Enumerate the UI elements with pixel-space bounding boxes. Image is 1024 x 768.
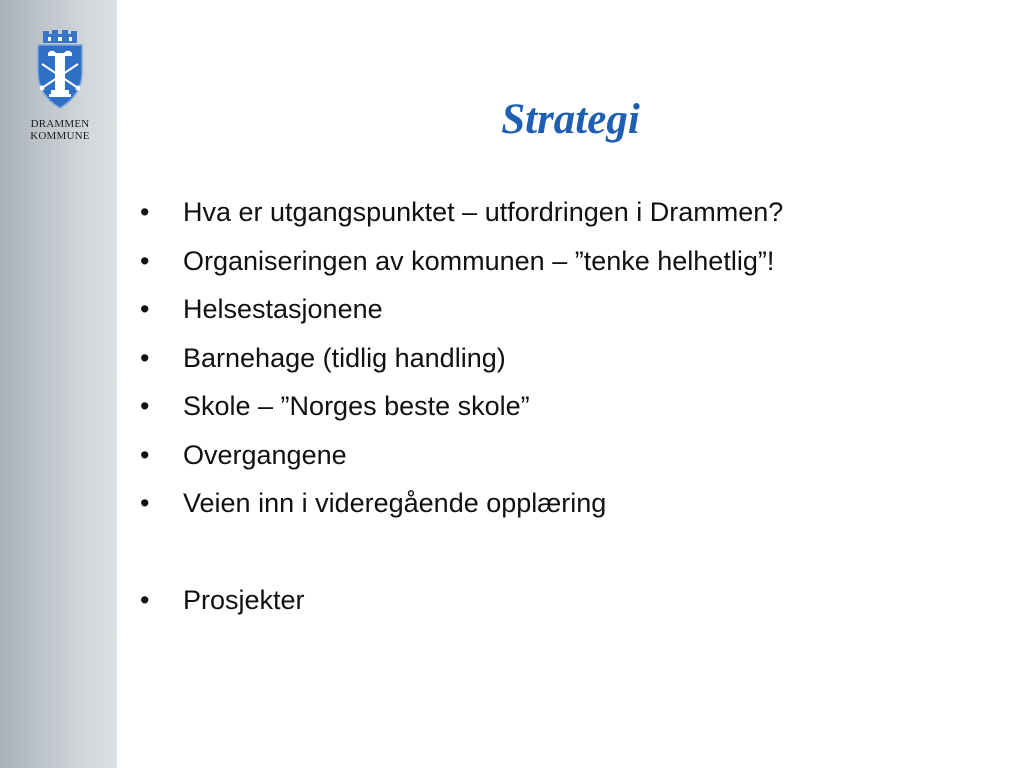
- bullet-point-icon: •: [140, 342, 150, 373]
- slide-title: Strategi: [501, 96, 640, 143]
- bullet-text: Veien inn i videregående opplæring: [183, 488, 607, 518]
- bullet-item: [140, 188, 1000, 237]
- bullet-text: Skole – ”Norges beste skole”: [183, 391, 530, 421]
- drammen-coat-of-arms-icon: [29, 30, 91, 114]
- bullet-text: Barnehage (tidlig handling): [183, 342, 506, 373]
- bullet-point-icon: •: [140, 439, 150, 470]
- bullet-point-icon: •: [140, 197, 150, 227]
- bullet-item: [140, 431, 1000, 480]
- bullet-item: [140, 382, 1000, 431]
- bullet-item: [140, 285, 1000, 334]
- bullet-item: [140, 576, 1000, 625]
- logo-line-1: DRAMMEN: [30, 118, 90, 130]
- bullet-text: Overgangene: [183, 439, 347, 470]
- bullet-text: Organiseringen av kommunen – ”tenke helhetlig”!: [183, 245, 775, 276]
- bullet-point-icon: •: [140, 294, 150, 324]
- bullet-text: Helsestasjonene: [183, 294, 383, 324]
- bullet-text: Prosjekter: [183, 584, 305, 615]
- bullet-point-icon: •: [140, 488, 150, 518]
- bullet-item: [140, 479, 1000, 528]
- bullet-item: [140, 334, 1000, 383]
- bullet-point-icon: •: [140, 245, 150, 276]
- bullet-point-icon: •: [140, 391, 150, 421]
- municipality-logo: [18, 30, 102, 142]
- bullet-item: [140, 237, 1000, 286]
- bullet-point-icon: •: [140, 584, 150, 615]
- bullet-list: [140, 188, 1000, 624]
- bullet-text: Hva er utgangspunktet – utfordringen i Drammen?: [183, 197, 784, 227]
- logo-line-2: KOMMUNE: [30, 130, 90, 142]
